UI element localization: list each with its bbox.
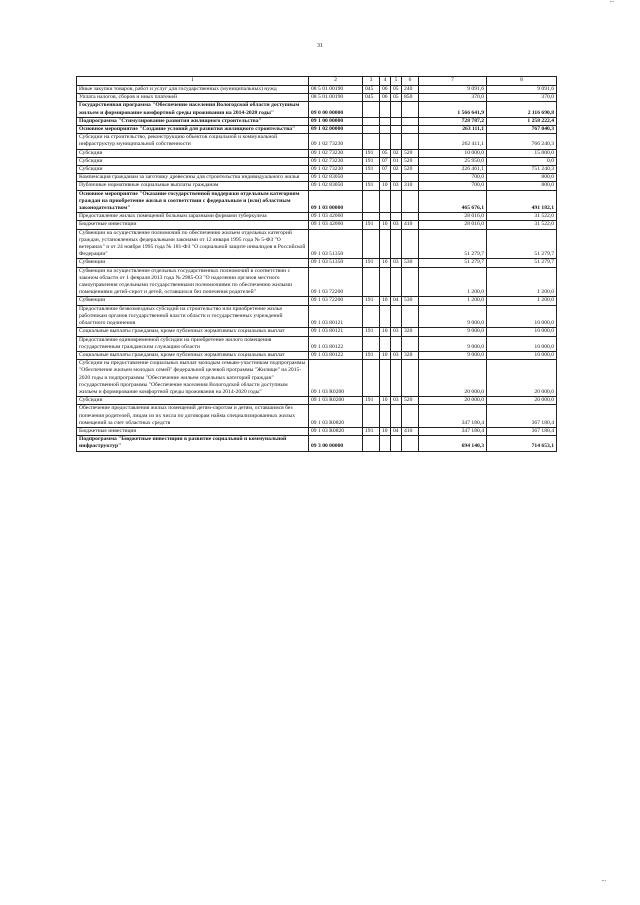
table-row: [77, 328, 557, 336]
expense-type-code: 520: [402, 166, 419, 174]
amount-year-1: 262 411,1: [419, 134, 487, 149]
amount-year-1: 700,0: [419, 182, 487, 190]
section-code: [380, 190, 391, 213]
table-row: [77, 259, 557, 267]
section-code: [380, 336, 391, 351]
amount-year-1: 1 200,0: [419, 297, 487, 305]
grbs-code: 191: [363, 427, 380, 435]
amount-year-2: 15 000,0: [487, 149, 557, 157]
amount-year-1: 9 000,0: [419, 305, 487, 328]
expense-type-code: 310: [402, 182, 419, 190]
grbs-code: [363, 267, 380, 297]
amount-year-2: 10 000,0: [487, 351, 557, 359]
section-code: [380, 117, 391, 125]
subsection-code: [391, 190, 402, 213]
header-cell: 3: [363, 77, 380, 86]
table-row: [77, 190, 557, 213]
subsection-code: 02: [391, 149, 402, 157]
row-description: Государственная программа "Обеспечение населения Вологодской области доступным жильем и формирование комфортной среды проживания на 2014-2020 годы": [77, 102, 309, 117]
amount-year-2: 51 279,7: [487, 259, 557, 267]
table-row: [77, 86, 557, 94]
grbs-code: 191: [363, 157, 380, 165]
table-row: [77, 126, 557, 134]
header-cell: 5: [391, 77, 402, 86]
amount-year-1: 465 676,1: [419, 190, 487, 213]
row-description: Уплата налогов, сборов и иных платежей: [77, 94, 309, 102]
subsection-code: 05: [391, 94, 402, 102]
program-code: 09 1 03 80122: [309, 336, 363, 351]
amount-year-2: 31 522,0: [487, 221, 557, 229]
grbs-code: [363, 213, 380, 221]
section-code: 10: [380, 351, 391, 359]
row-description: Субсидии: [77, 397, 309, 405]
expense-type-code: 530: [402, 259, 419, 267]
amount-year-2: 2 116 690,8: [487, 102, 557, 117]
program-code: 08 5 01 00190: [309, 94, 363, 102]
program-code: 08 5 01 00190: [309, 86, 363, 94]
grbs-code: 191: [363, 182, 380, 190]
expense-type-code: [402, 405, 419, 428]
amount-year-2: 800,0: [487, 174, 557, 182]
program-code: 09 1 02 83050: [309, 174, 363, 182]
amount-year-1: 20 000,0: [419, 397, 487, 405]
row-description: Бюджетные инвестиции: [77, 427, 309, 435]
program-code: 09 1 03 R0820: [309, 427, 363, 435]
expense-type-code: [402, 213, 419, 221]
section-code: 10: [380, 427, 391, 435]
program-code: 09 1 03 42060: [309, 213, 363, 221]
section-code: 06: [380, 94, 391, 102]
expense-type-code: [402, 190, 419, 213]
section-code: 10: [380, 397, 391, 405]
table-row: [77, 305, 557, 328]
section-code: 05: [380, 149, 391, 157]
amount-year-2: 0,0: [487, 157, 557, 165]
subsection-code: 03: [391, 397, 402, 405]
amount-year-1: 694 140,3: [419, 436, 487, 451]
table-row: [77, 336, 557, 351]
amount-year-2: 751 240,3: [487, 166, 557, 174]
grbs-code: 045: [363, 94, 380, 102]
section-code: 10: [380, 328, 391, 336]
subsection-code: [391, 174, 402, 182]
amount-year-2: 1 258 222,4: [487, 117, 557, 125]
subsection-code: 01: [391, 157, 402, 165]
subsection-code: 05: [391, 86, 402, 94]
amount-year-1: 9 000,0: [419, 336, 487, 351]
subsection-code: [391, 405, 402, 428]
table-row: [77, 297, 557, 305]
grbs-code: 191: [363, 297, 380, 305]
subsection-code: 03: [391, 221, 402, 229]
subsection-code: [391, 336, 402, 351]
header-cell: 1: [77, 77, 309, 86]
program-code: 09 1 03 R0200: [309, 397, 363, 405]
row-description: Субсидии на строительство, реконструкцию объектов социальной и коммунальной инфраструктур муниципальной собственности: [77, 134, 309, 149]
corner-mark-top: ...: [609, 0, 614, 4]
row-description: Социальные выплаты гражданам, кроме публичных нормативных социальных выплат: [77, 351, 309, 359]
corner-mark-bottom: ...: [601, 877, 606, 883]
row-description: Публичные нормативные социальные выплаты гражданам: [77, 182, 309, 190]
amount-year-2: 10 000,0: [487, 336, 557, 351]
amount-year-2: 31 522,0: [487, 213, 557, 221]
program-code: 09 1 03 72200: [309, 297, 363, 305]
expense-type-code: 850: [402, 94, 419, 102]
program-code: 09 1 03 80121: [309, 305, 363, 328]
amount-year-2: 20 000,0: [487, 360, 557, 397]
row-description: Подпрограмма "Стимулирование развития жилищного строительства": [77, 117, 309, 125]
amount-year-2: 9 091,6: [487, 86, 557, 94]
table-row: [77, 351, 557, 359]
row-description: Основное мероприятие "Оказание государственной поддержки отдельным категориям граждан на приобретение жилья в соответствии с федеральным и (или) областным законодательством": [77, 190, 309, 213]
subsection-code: 02: [391, 166, 402, 174]
program-code: 09 1 03 72200: [309, 267, 363, 297]
amount-year-2: 10 000,0: [487, 305, 557, 328]
amount-year-1: 370,0: [419, 94, 487, 102]
expense-type-code: 410: [402, 221, 419, 229]
section-code: [380, 436, 391, 451]
expense-type-code: [402, 117, 419, 125]
table-row: [77, 157, 557, 165]
table-row: [77, 174, 557, 182]
grbs-code: [363, 102, 380, 117]
amount-year-2: 367 180,4: [487, 427, 557, 435]
program-code: 09 1 03 51350: [309, 259, 363, 267]
expense-type-code: [402, 174, 419, 182]
subsection-code: [391, 134, 402, 149]
page-number: 31: [317, 43, 323, 49]
section-code: 07: [380, 166, 391, 174]
amount-year-1: 700,0: [419, 174, 487, 182]
grbs-code: [363, 126, 380, 134]
row-description: Субвенции на осуществление полномочий по обеспечению жильем отдельных категорий граждан, установленных федеральными законами от 12 января 1995 года № 5-ФЗ "О ветеранах" и от 24 ноября 1995 года № 181-ФЗ "О социальной защите инвалидов в Российской Федерации": [77, 229, 309, 259]
section-code: 10: [380, 297, 391, 305]
header-cell: 7: [419, 77, 487, 86]
row-description: Субвенции: [77, 259, 309, 267]
grbs-code: [363, 436, 380, 451]
subsection-code: [391, 229, 402, 259]
expense-type-code: 520: [402, 157, 419, 165]
program-code: 09 3 00 00000: [309, 436, 363, 451]
program-code: 09 1 03 42060: [309, 221, 363, 229]
subsection-code: [391, 305, 402, 328]
program-code: 09 1 03 R0820: [309, 405, 363, 428]
expense-type-code: 520: [402, 149, 419, 157]
grbs-code: [363, 336, 380, 351]
program-code: 09 1 03 80122: [309, 351, 363, 359]
grbs-code: [363, 134, 380, 149]
row-description: Компенсация гражданам за заготовку древесины для строительства индивидуального жилья: [77, 174, 309, 182]
program-code: 09 1 02 73230: [309, 166, 363, 174]
header-cell: 4: [380, 77, 391, 86]
expense-type-code: [402, 360, 419, 397]
row-description: Субвенции на осуществление отдельных государственных полномочий в соответствии с законом области от 1 февраля 2013 года № 2985-ОЗ "О наделении органов местного самоуправления отдельными государственными полномочиями по обеспечению жилыми помещениями детей-сирот и детей, оставшихся без попечения родителей": [77, 267, 309, 297]
grbs-code: [363, 174, 380, 182]
expense-type-code: [402, 267, 419, 297]
section-code: 10: [380, 221, 391, 229]
grbs-code: 191: [363, 397, 380, 405]
amount-year-1: 347 180,4: [419, 427, 487, 435]
section-code: [380, 267, 391, 297]
amount-year-2: 766 240,3: [487, 134, 557, 149]
table-row: [77, 405, 557, 428]
table-row: [77, 360, 557, 397]
grbs-code: [363, 229, 380, 259]
row-description: Субсидии: [77, 166, 309, 174]
grbs-code: [363, 360, 380, 397]
amount-year-2: 20 000,0: [487, 397, 557, 405]
grbs-code: 191: [363, 149, 380, 157]
row-description: Предоставление жилых помещений больным заразными формами туберкулеза: [77, 213, 309, 221]
expense-type-code: [402, 126, 419, 134]
section-code: [380, 126, 391, 134]
amount-year-1: 10 000,0: [419, 149, 487, 157]
program-code: 09 1 03 51350: [309, 229, 363, 259]
grbs-code: 191: [363, 328, 380, 336]
grbs-code: 191: [363, 351, 380, 359]
subsection-code: 03: [391, 328, 402, 336]
table-row: [77, 221, 557, 229]
grbs-code: [363, 190, 380, 213]
table-row: [77, 267, 557, 297]
amount-year-1: 728 787,2: [419, 117, 487, 125]
row-description: Бюджетные инвестиции: [77, 221, 309, 229]
amount-year-1: 51 279,7: [419, 259, 487, 267]
table-row: [77, 117, 557, 125]
header-cell: 6: [402, 77, 419, 86]
grbs-code: 191: [363, 259, 380, 267]
row-description: Субвенции: [77, 297, 309, 305]
amount-year-2: 800,0: [487, 182, 557, 190]
expense-type-code: 520: [402, 397, 419, 405]
subsection-code: [391, 102, 402, 117]
amount-year-2: 367 180,4: [487, 405, 557, 428]
header-cell: 8: [487, 77, 557, 86]
expense-type-code: [402, 134, 419, 149]
amount-year-1: 9 091,6: [419, 86, 487, 94]
program-code: 09 1 02 73230: [309, 149, 363, 157]
program-code: 09 1 02 73230: [309, 134, 363, 149]
grbs-code: 191: [363, 166, 380, 174]
header-row: [77, 77, 557, 86]
subsection-code: 03: [391, 351, 402, 359]
subsection-code: 04: [391, 297, 402, 305]
amount-year-1: 25 950,0: [419, 157, 487, 165]
amount-year-2: 491 182,1: [487, 190, 557, 213]
table-row: [77, 134, 557, 149]
program-code: 09 0 00 00000: [309, 102, 363, 117]
subsection-code: [391, 360, 402, 397]
section-code: [380, 360, 391, 397]
table-row: [77, 213, 557, 221]
row-description: Предоставление безвозмездных субсидий на строительство или приобретение жилья работникам органов государственной власти области и государственных учреждений областного подчинения: [77, 305, 309, 328]
section-code: 07: [380, 157, 391, 165]
expense-type-code: 410: [402, 427, 419, 435]
section-code: [380, 174, 391, 182]
amount-year-1: 9 000,0: [419, 328, 487, 336]
row-description: Субсидии: [77, 157, 309, 165]
section-code: 10: [380, 259, 391, 267]
expense-type-code: 530: [402, 297, 419, 305]
amount-year-1: 28 016,0: [419, 213, 487, 221]
expense-type-code: 240: [402, 86, 419, 94]
row-description: Иные закупки товаров, работ и услуг для государственных (муниципальных) нужд: [77, 86, 309, 94]
table-row: [77, 229, 557, 259]
amount-year-2: 767 040,3: [487, 126, 557, 134]
table-row: [77, 397, 557, 405]
amount-year-1: 347 180,4: [419, 405, 487, 428]
grbs-code: [363, 117, 380, 125]
expense-type-code: [402, 436, 419, 451]
grbs-code: 045: [363, 86, 380, 94]
expense-type-code: 320: [402, 328, 419, 336]
row-description: Предоставление единовременной субсидии на приобретение жилого помещения государственным гражданским служащим области: [77, 336, 309, 351]
amount-year-2: 10 000,0: [487, 328, 557, 336]
section-code: [380, 305, 391, 328]
table-row: [77, 102, 557, 117]
amount-year-1: 28 016,0: [419, 221, 487, 229]
amount-year-1: 1 200,0: [419, 267, 487, 297]
amount-year-1: 263 111,1: [419, 126, 487, 134]
table-row: [77, 149, 557, 157]
amount-year-1: 1 566 641,9: [419, 102, 487, 117]
amount-year-1: 51 279,7: [419, 229, 487, 259]
subsection-code: [391, 436, 402, 451]
amount-year-2: 51 279,7: [487, 229, 557, 259]
section-code: 06: [380, 86, 391, 94]
program-code: 09 1 02 83050: [309, 182, 363, 190]
program-code: 09 1 03 00000: [309, 190, 363, 213]
program-code: 09 1 02 73230: [309, 157, 363, 165]
row-description: Обеспечение предоставления жилых помещений детям-сиротам и детям, оставшимся без попечения родителей, лицам из их числа по договорам найма специализированных жилых помещений за счет областных средств: [77, 405, 309, 428]
subsection-code: 03: [391, 182, 402, 190]
program-code: 09 1 02 00000: [309, 126, 363, 134]
grbs-code: [363, 405, 380, 428]
table-row: [77, 94, 557, 102]
amount-year-2: 370,0: [487, 94, 557, 102]
row-description: Социальные выплаты гражданам, кроме публичных нормативных социальных выплат: [77, 328, 309, 336]
subsection-code: 04: [391, 427, 402, 435]
subsection-code: [391, 213, 402, 221]
expense-type-code: 320: [402, 351, 419, 359]
amount-year-1: 9 000,0: [419, 351, 487, 359]
program-code: 09 1 03 R0200: [309, 360, 363, 397]
program-code: 09 1 00 00000: [309, 117, 363, 125]
table-row: [77, 436, 557, 451]
expense-type-code: [402, 229, 419, 259]
expense-type-code: [402, 305, 419, 328]
budget-table: [76, 76, 557, 452]
grbs-code: [363, 305, 380, 328]
subsection-code: [391, 126, 402, 134]
section-code: [380, 229, 391, 259]
section-code: [380, 102, 391, 117]
expense-type-code: [402, 336, 419, 351]
section-code: [380, 134, 391, 149]
grbs-code: 191: [363, 221, 380, 229]
section-code: 10: [380, 182, 391, 190]
subsection-code: [391, 117, 402, 125]
table-row: [77, 427, 557, 435]
table-row: [77, 182, 557, 190]
row-description: Основное мероприятие "Создание условий для развития жилищного строительства": [77, 126, 309, 134]
row-description: Подпрограмма "Бюджетные инвестиции в развитие социальной и коммунальной инфраструктур": [77, 436, 309, 451]
amount-year-2: 714 653,1: [487, 436, 557, 451]
row-description: Субсидии: [77, 149, 309, 157]
expense-type-code: [402, 102, 419, 117]
subsection-code: [391, 267, 402, 297]
section-code: [380, 405, 391, 428]
table-row: [77, 166, 557, 174]
row-description: Субсидии на предоставление социальных выплат молодым семьям-участникам подпрограммы "Обеспечение жильем молодых семей" федеральной целевой программы "Жилище" на 2015-2020 годы и подпрограммы "Обеспечение жильем отдельных категорий граждан" государственной программы "Обеспечение населения Вологодской области доступным жильем и формирование комфортной среды проживания на 2014-2020 годы": [77, 360, 309, 397]
header-cell: 2: [309, 77, 363, 86]
subsection-code: 03: [391, 259, 402, 267]
program-code: 09 1 03 80121: [309, 328, 363, 336]
amount-year-2: 1 200,0: [487, 297, 557, 305]
amount-year-1: 226 461,1: [419, 166, 487, 174]
section-code: [380, 213, 391, 221]
amount-year-2: 1 200,0: [487, 267, 557, 297]
amount-year-1: 20 000,0: [419, 360, 487, 397]
